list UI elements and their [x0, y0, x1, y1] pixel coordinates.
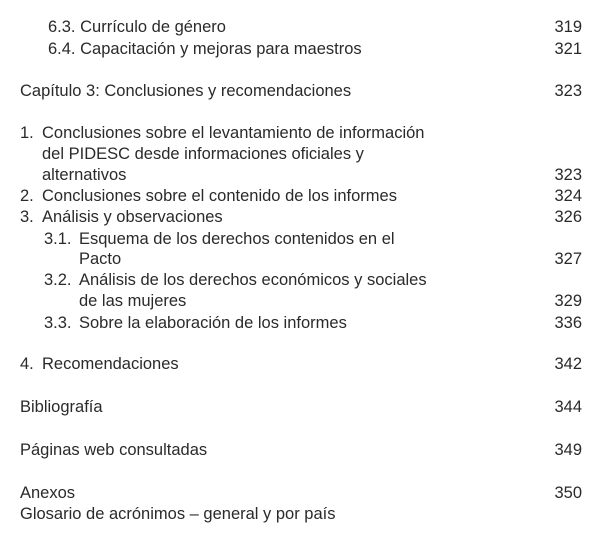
- toc-page-number: 324: [554, 187, 582, 205]
- toc-number: 3.2.: [44, 271, 72, 289]
- toc-page-number: 329: [554, 292, 582, 310]
- toc-page-number: 321: [554, 40, 582, 58]
- toc-entry-6-3: [48, 17, 226, 37]
- toc-entry-bibliografia: Bibliografía: [20, 398, 103, 416]
- toc-chapter-3: Capítulo 3: Conclusiones y recomendaciones: [20, 82, 352, 100]
- toc-entry-glosario: Glosario de acrónimos – general y por país: [20, 505, 336, 523]
- toc-entry-2: Conclusiones sobre el contenido de los informes: [42, 187, 397, 205]
- toc-page-number: 323: [554, 82, 582, 100]
- toc-page-number: 344: [554, 398, 582, 416]
- toc-page-number: 323: [554, 166, 582, 184]
- toc-page-number: 326: [554, 208, 582, 226]
- toc-entry-4: Recomendaciones: [42, 355, 179, 373]
- toc-entry-3: Análisis y observaciones: [42, 208, 223, 226]
- toc-entry-3-2-line2: de las mujeres: [79, 292, 187, 310]
- toc-number: 2.: [20, 187, 34, 205]
- toc-page-number: 350: [554, 484, 582, 502]
- toc-number: 6.3.: [48, 18, 76, 36]
- toc-page-number: 319: [554, 18, 582, 36]
- toc-page-number: 327: [554, 250, 582, 268]
- toc-page-number: 336: [554, 314, 582, 332]
- toc-number: 3.: [20, 208, 34, 226]
- toc-number: 4.: [20, 355, 34, 373]
- toc-title: Currículo de género: [80, 18, 226, 36]
- toc-number: 6.4.: [48, 40, 76, 58]
- toc-page-number: 349: [554, 441, 582, 459]
- toc-page-number: 342: [554, 355, 582, 373]
- toc-title: Capacitación y mejoras para maestros: [80, 40, 362, 58]
- toc-entry-anexos: Anexos: [20, 484, 76, 502]
- toc-entry-1-line1: Conclusiones sobre el levantamiento de información: [42, 124, 425, 142]
- toc-number: 3.3.: [44, 314, 72, 332]
- toc-entry-6-4: [48, 39, 362, 59]
- toc-number: 1.: [20, 124, 34, 142]
- toc-number: 3.1.: [44, 230, 72, 248]
- toc-entry-paginas-web: Páginas web consultadas: [20, 441, 208, 459]
- toc-entry-3-2-line1: Análisis de los derechos económicos y sociales: [79, 271, 427, 289]
- toc-entry-3-3: Sobre la elaboración de los informes: [79, 314, 347, 332]
- toc-entry-1-line3: alternativos: [42, 166, 127, 184]
- toc-entry-1-line2: del PIDESC desde informaciones oficiales y: [42, 145, 364, 163]
- toc-entry-3-1-line1: Esquema de los derechos contenidos en el: [79, 230, 395, 248]
- toc-entry-3-1-line2: Pacto: [79, 250, 122, 268]
